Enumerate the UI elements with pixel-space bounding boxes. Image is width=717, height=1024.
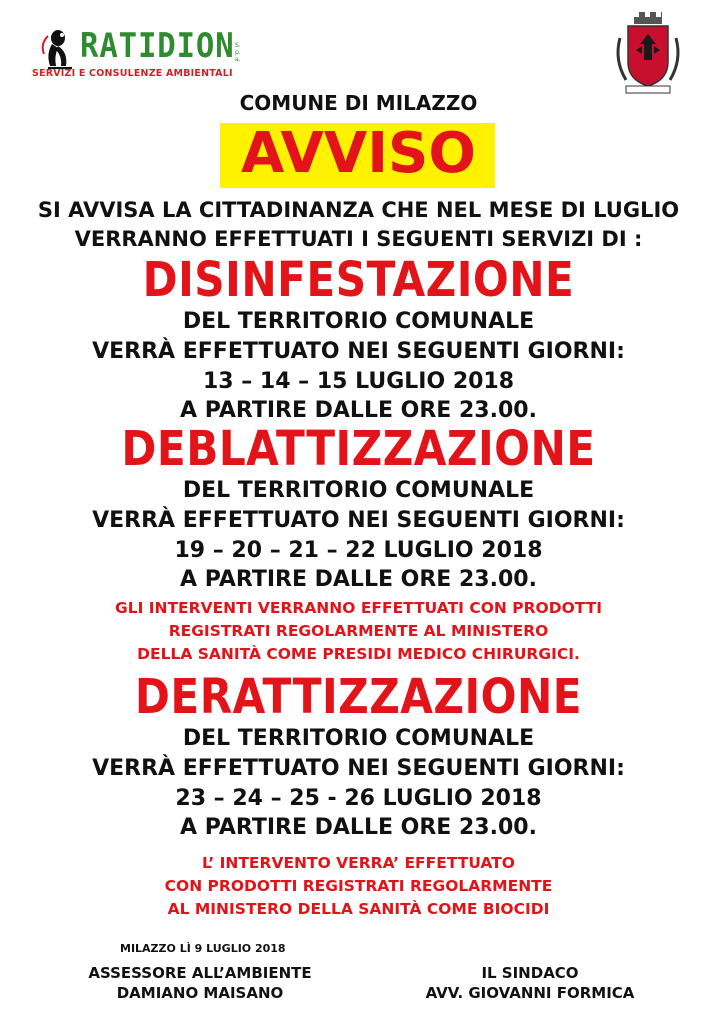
service-time: A PARTIRE DALLE ORE 23.00. <box>180 398 537 423</box>
municipal-coat-of-arms-icon <box>612 10 684 96</box>
note-line: L’ INTERVENTO VERRA’ EFFETTUATO <box>202 854 515 872</box>
service-name-disinfestazione: DISINFESTAZIONE <box>142 252 575 308</box>
ratidion-logo <box>30 20 245 86</box>
service-scope: DEL TERRITORIO COMUNALE <box>182 309 535 334</box>
place-and-date: MILAZZO LÌ 9 LUGLIO 2018 <box>120 942 286 955</box>
service-dates: 13 – 14 – 15 LUGLIO 2018 <box>202 369 515 394</box>
comune-heading: COMUNE DI MILAZZO <box>239 91 478 115</box>
note-line: CON PRODOTTI REGISTRATI REGOLARMENTE <box>164 877 553 895</box>
notice-title: AVVISO <box>241 121 476 186</box>
service-name-derattizzazione: DERATTIZZAZIONE <box>134 669 583 725</box>
assessore-name: DAMIANO MAISANO <box>116 984 284 1002</box>
logo-suffix: S.p.a. <box>235 42 241 63</box>
sindaco-role: IL SINDACO <box>481 964 579 982</box>
service-scope: DEL TERRITORIO COMUNALE <box>182 726 535 751</box>
service-when: VERRÀ EFFETTUATO NEI SEGUENTI GIORNI: <box>92 508 625 533</box>
logo-wordmark: RATIDION <box>80 26 235 66</box>
service-dates: 23 – 24 – 25 - 26 LUGLIO 2018 <box>175 786 542 811</box>
sindaco-name: AVV. GIOVANNI FORMICA <box>425 984 635 1002</box>
service-when: VERRÀ EFFETTUATO NEI SEGUENTI GIORNI: <box>92 339 625 364</box>
service-when: VERRÀ EFFETTUATO NEI SEGUENTI GIORNI: <box>92 756 625 781</box>
assessore-role: ASSESSORE ALL’AMBIENTE <box>88 964 312 982</box>
service-name-deblattizzazione: DEBLATTIZZAZIONE <box>121 421 596 477</box>
service-scope: DEL TERRITORIO COMUNALE <box>182 478 535 503</box>
logo-tagline: SERVIZI E CONSULENZE AMBIENTALI <box>32 68 233 79</box>
intro-line-2: VERRANNO EFFETTUATI I SEGUENTI SERVIZI DI : <box>74 227 643 251</box>
note-line: AL MINISTERO DELLA SANITÀ COME BIOCIDI <box>167 900 550 918</box>
intro-line-1: SI AVVISA LA CITTADINANZA CHE NEL MESE DI LUGLIO <box>37 198 680 222</box>
note-line: GLI INTERVENTI VERRANNO EFFETTUATI CON PRODOTTI <box>114 599 603 617</box>
ratidion-mascot-icon <box>38 24 80 74</box>
service-time: A PARTIRE DALLE ORE 23.00. <box>180 815 537 840</box>
service-time: A PARTIRE DALLE ORE 23.00. <box>180 567 537 592</box>
service-dates: 19 – 20 – 21 – 22 LUGLIO 2018 <box>174 538 543 563</box>
note-line: REGISTRATI REGOLARMENTE AL MINISTERO <box>168 622 549 640</box>
note-line: DELLA SANITÀ COME PRESIDI MEDICO CHIRURGICI. <box>137 645 580 663</box>
